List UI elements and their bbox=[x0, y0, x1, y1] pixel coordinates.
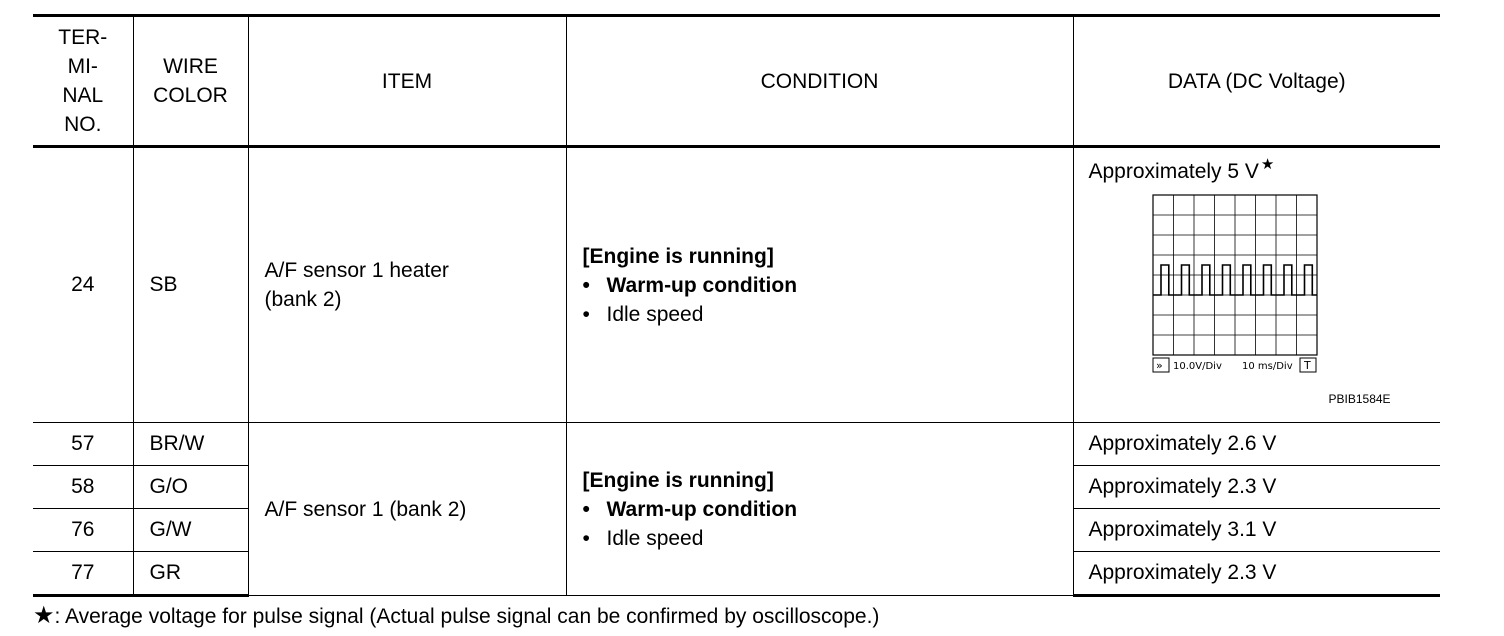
item-line: (bank 2) bbox=[264, 288, 342, 311]
wire-color-cell: SB bbox=[133, 147, 248, 423]
condition-bullet bbox=[583, 495, 1073, 524]
wire-color-cell: G/O bbox=[133, 466, 248, 509]
table-row bbox=[33, 147, 1440, 423]
terminal-spec-table bbox=[33, 14, 1440, 597]
item-cell bbox=[248, 147, 566, 423]
scope-arrow-icon: » bbox=[1155, 359, 1163, 372]
oscilloscope-screen bbox=[1152, 194, 1318, 376]
header-terminal-line: NAL bbox=[62, 84, 104, 107]
bullet-dot: • bbox=[582, 497, 590, 521]
bullet-dot: • bbox=[582, 273, 590, 297]
condition-bullet bbox=[583, 524, 1073, 553]
star-icon: ★ bbox=[33, 602, 55, 629]
condition-heading: [Engine is running] bbox=[582, 468, 774, 492]
data-cell: Approximately 2.3 V bbox=[1073, 552, 1440, 596]
header-data: DATA (DC Voltage) bbox=[1073, 16, 1440, 147]
data-cell: Approximately 2.6 V bbox=[1073, 423, 1440, 466]
condition-bullet bbox=[583, 300, 1073, 329]
header-condition: CONDITION bbox=[566, 16, 1073, 147]
header-item: ITEM bbox=[248, 16, 566, 147]
bullet-dot: • bbox=[582, 302, 590, 326]
header-row bbox=[33, 16, 1440, 147]
item-line: A/F sensor 1 heater bbox=[264, 259, 449, 282]
wire-color-cell: BR/W bbox=[133, 423, 248, 466]
header-wire-line: WIRE bbox=[163, 55, 218, 78]
data-value bbox=[1088, 156, 1441, 184]
terminal-cell: 24 bbox=[33, 147, 133, 423]
header-terminal-line: TER- bbox=[58, 26, 108, 49]
scope-trigger-label: T bbox=[1303, 359, 1311, 372]
terminal-cell: 77 bbox=[33, 552, 133, 596]
condition-bullet-text: Warm-up condition bbox=[606, 273, 798, 297]
item-cell: A/F sensor 1 (bank 2) bbox=[248, 423, 566, 596]
table-row bbox=[33, 423, 1440, 466]
oscilloscope-figure bbox=[1089, 184, 1429, 422]
header-terminal-no bbox=[33, 16, 133, 147]
scope-volt-div: 10.0V/Div bbox=[1172, 361, 1222, 372]
condition-bullet-text: Idle speed bbox=[606, 526, 704, 550]
header-wire-color bbox=[133, 16, 248, 147]
figure-code: PBIB1584E bbox=[1328, 392, 1391, 406]
condition-bullet-text: Idle speed bbox=[606, 302, 704, 326]
data-value-text: Approximately 5 V bbox=[1088, 160, 1259, 183]
condition-bullet bbox=[583, 271, 1073, 300]
condition-cell bbox=[566, 423, 1073, 596]
star-icon: ★ bbox=[1260, 156, 1275, 173]
header-terminal-line: MI- bbox=[67, 55, 98, 78]
footnote-text: : Average voltage for pulse signal (Actual pulse signal can be confirmed by oscilloscope.) bbox=[54, 605, 880, 628]
scope-time-div: 10 ms/Div bbox=[1241, 361, 1293, 372]
condition-cell bbox=[566, 147, 1073, 423]
condition-heading: [Engine is running] bbox=[582, 244, 774, 268]
data-cell: Approximately 2.3 V bbox=[1073, 466, 1440, 509]
data-cell: Approximately 3.1 V bbox=[1073, 509, 1440, 552]
wire-color-cell: GR bbox=[133, 552, 248, 596]
wire-color-cell: G/W bbox=[133, 509, 248, 552]
data-cell bbox=[1073, 147, 1440, 423]
terminal-cell: 76 bbox=[33, 509, 133, 552]
header-wire-line: COLOR bbox=[153, 84, 228, 107]
terminal-cell: 57 bbox=[33, 423, 133, 466]
condition-bullet-text: Warm-up condition bbox=[606, 497, 798, 521]
header-terminal-line: NO. bbox=[64, 113, 102, 136]
footnote bbox=[33, 601, 879, 630]
bullet-dot: • bbox=[582, 526, 590, 550]
terminal-cell: 58 bbox=[33, 466, 133, 509]
